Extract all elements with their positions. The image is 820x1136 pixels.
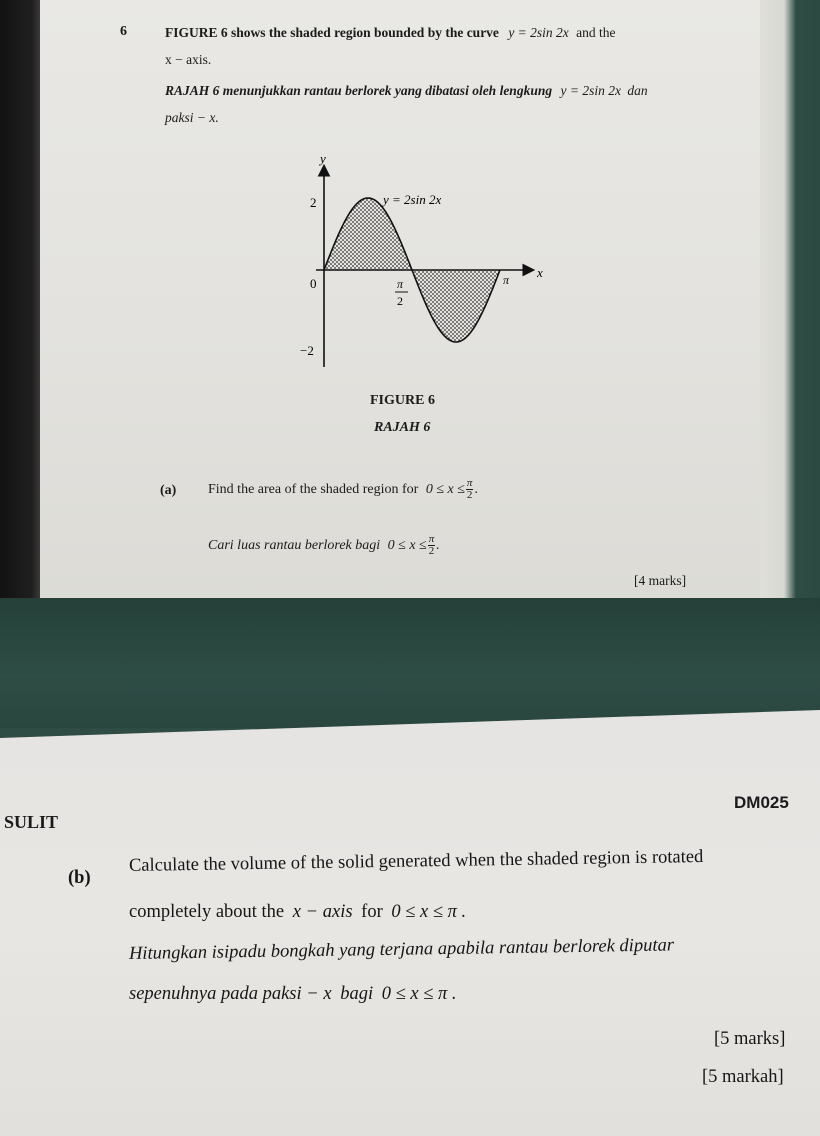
question-malay-line-1: RAJAH 6 menunjukkan rantau berlorek yang dibatasi oleh lengkung y = 2sin 2x dan bbox=[165, 83, 648, 98]
part-b-line-2: completely about the x − axis for 0 ≤ x ≤ π . bbox=[129, 902, 467, 922]
x-tick-pi-over-2-num: π bbox=[397, 277, 404, 291]
part-b-marks-en: [5 marks] bbox=[714, 1029, 786, 1049]
pi-over-2-fraction-malay: $\frac{\pi}{2}$ bbox=[428, 532, 435, 558]
origin-label: 0 bbox=[310, 276, 317, 291]
question-line-1: FIGURE 6 shows the shaded region bounded by the curve y = 2sin 2x and the bbox=[165, 25, 616, 40]
y-tick-neg2: −2 bbox=[300, 343, 314, 358]
y-tick-2: 2 bbox=[310, 195, 317, 210]
x-tick-pi: π bbox=[503, 273, 510, 287]
question-line-2: x − axis. bbox=[165, 52, 212, 67]
y-axis-label: y bbox=[320, 151, 326, 166]
part-b-malay-line-1: Hitungkan isipadu bongkah yang terjana apabila rantau berlorek diputar bbox=[128, 935, 675, 964]
figure-caption-en: FIGURE 6 bbox=[370, 393, 435, 408]
classification-label: SULIT bbox=[4, 812, 59, 832]
figure-graph bbox=[280, 145, 560, 375]
part-a-marks: [4 marks] bbox=[634, 573, 687, 588]
course-code: DM025 bbox=[734, 793, 789, 812]
part-a-question: Find the area of the shaded region for 0 ≤ x ≤ $\frac{\pi}{2}$ . bbox=[208, 476, 478, 502]
dark-edge-left bbox=[0, 0, 40, 603]
green-background bbox=[0, 598, 820, 728]
exam-page-bottom bbox=[0, 710, 820, 1136]
part-a-malay-question: Cari luas rantau berlorek bagi 0 ≤ x ≤ $\frac{\pi}{2}$ . bbox=[208, 532, 440, 558]
part-b-marks-ms: [5 markah] bbox=[702, 1067, 784, 1087]
figure-caption-ms: RAJAH 6 bbox=[374, 420, 431, 435]
part-b-label: (b) bbox=[68, 868, 91, 888]
curve-label: y = 2sin 2x bbox=[383, 192, 442, 207]
part-a-label: (a) bbox=[160, 483, 177, 498]
question-number: 6 bbox=[120, 24, 127, 39]
part-b-line-1: Calculate the volume of the solid generated when the shaded region is rotated bbox=[128, 846, 704, 876]
x-axis-label: x bbox=[537, 265, 543, 280]
x-tick-pi-over-2-den: 2 bbox=[397, 294, 403, 308]
part-b-malay-line-2: sepenuhnya pada paksi − x bagi 0 ≤ x ≤ π . bbox=[129, 984, 457, 1004]
question-malay-line-2: paksi − x. bbox=[165, 110, 219, 125]
pi-over-2-fraction: $\frac{\pi}{2}$ bbox=[466, 476, 473, 502]
page-edge-right bbox=[760, 0, 820, 603]
